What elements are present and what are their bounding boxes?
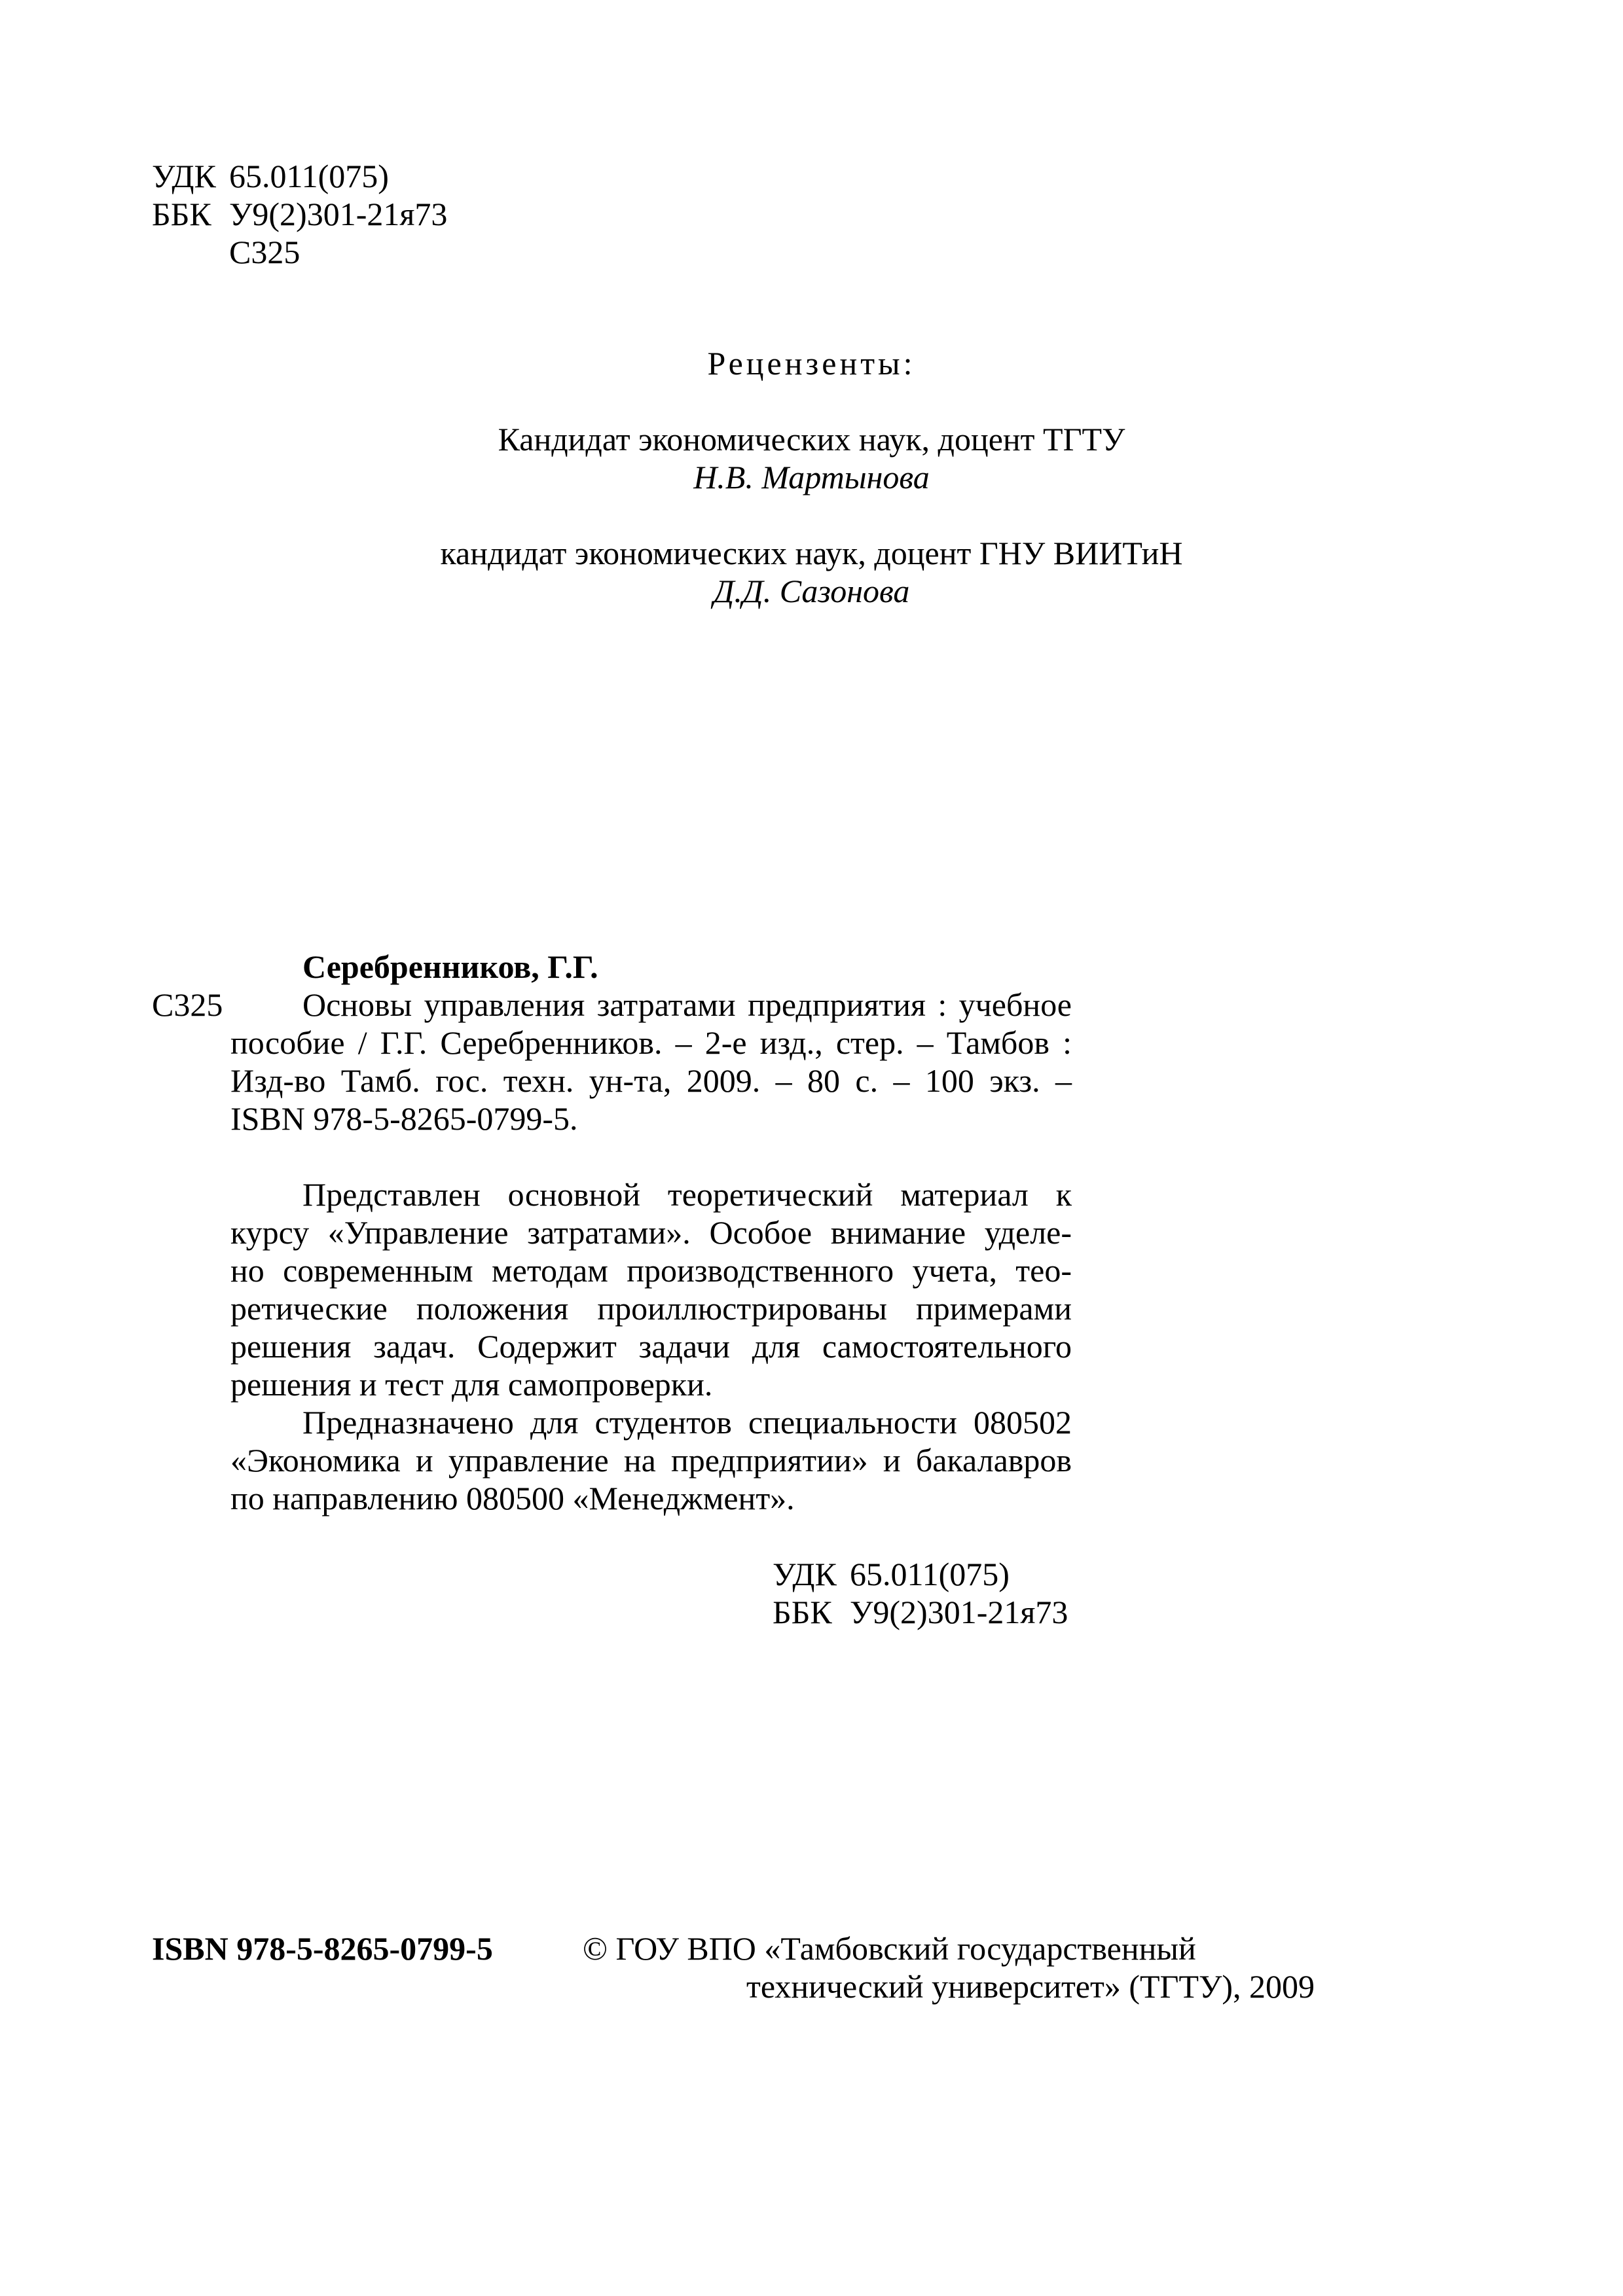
author-heading: Серебренников, Г.Г. xyxy=(302,948,598,985)
udk-value-bottom: 65.011(075) xyxy=(850,1556,1010,1592)
audience-line-2: «Экономика и управление на предприятии» и бакалавров xyxy=(230,1442,1072,1479)
footer-copyright-line-1: © ГОУ ВПО «Тамбовский государственный xyxy=(583,1930,1196,1967)
description-line-4: ISBN 978-5-8265-0799-5. xyxy=(230,1100,578,1137)
abstract-line-6: решения и тест для самопроверки. xyxy=(230,1366,713,1403)
reviewer-1-name: Н.В. Мартынова xyxy=(693,459,930,495)
reviewers-title: Рецензенты: xyxy=(707,345,916,382)
abstract-line-5: решения задач. Содержит задачи для самостоятельного xyxy=(230,1328,1072,1365)
bbk-label-bottom: ББК xyxy=(773,1594,832,1630)
udk-line-top xyxy=(152,154,389,198)
abstract-line-1: Представлен основной теоретический материал к xyxy=(302,1176,1072,1213)
description-line-1: Основы управления затратами предприятия : учебное xyxy=(302,986,1072,1023)
udk-label: УДК xyxy=(152,158,216,194)
reviewer-2-position: кандидат экономических наук, доцент ГНУ ВИИТиН xyxy=(440,535,1183,571)
bbk-value-bottom: У9(2)301-21я73 xyxy=(850,1594,1068,1630)
footer-isbn: ISBN 978-5-8265-0799-5 xyxy=(152,1930,493,1967)
footer-copyright-line-2: технический университет» (ТГТУ), 2009 xyxy=(746,1968,1315,2005)
abstract-line-3: но современным методам производственного учета, тео- xyxy=(230,1252,1072,1289)
abstract-line-4: ретические положения проиллюстрированы примерами xyxy=(230,1290,1072,1327)
audience-line-1: Предназначено для студентов специальности 080502 xyxy=(302,1404,1072,1441)
udk-value: 65.011(075) xyxy=(229,158,389,194)
audience-line-3: по направлению 080500 «Менеджмент». xyxy=(230,1480,795,1516)
udk-line-bottom xyxy=(773,1552,1010,1596)
bbk-line-top xyxy=(152,192,447,236)
reviewer-2-name: Д.Д. Сазонова xyxy=(713,573,910,609)
bbk-line-bottom xyxy=(773,1590,1068,1634)
shelf-mark: С325 xyxy=(152,986,223,1023)
bbk-label: ББК xyxy=(152,196,211,232)
udk-label-bottom: УДК xyxy=(773,1556,837,1592)
description-line-3: Изд-во Тамб. гос. техн. ун-та, 2009. – 80 с. – 100 экз. – xyxy=(230,1062,1072,1099)
abstract-line-2: курсу «Управление затратами». Особое внимание уделе- xyxy=(230,1214,1072,1251)
reviewer-1-position: Кандидат экономических наук, доцент ТГТУ xyxy=(498,421,1125,457)
bbk-value: У9(2)301-21я73 xyxy=(229,196,448,232)
description-line-2: пособие / Г.Г. Серебренников. – 2-е изд., стер. – Тамбов : xyxy=(230,1024,1072,1061)
author-mark-top: С325 xyxy=(229,234,301,270)
